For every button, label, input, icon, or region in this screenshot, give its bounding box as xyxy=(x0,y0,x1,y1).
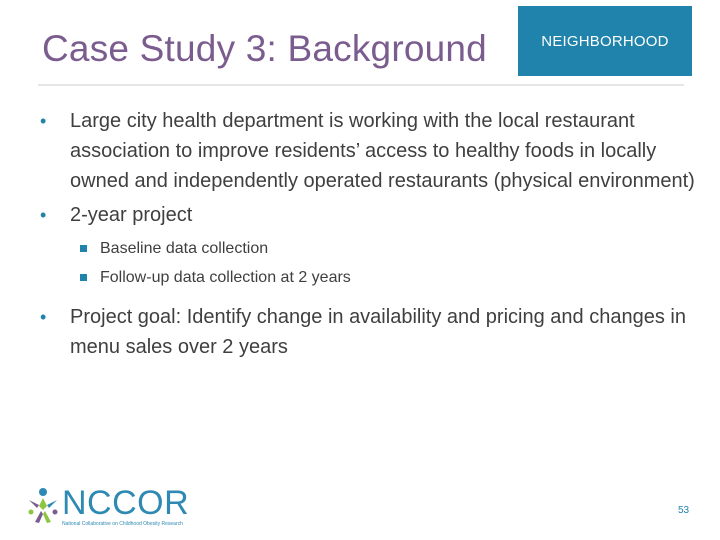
logo-wordmark: NCCOR xyxy=(62,484,190,522)
bullet-text: Project goal: Identify change in availability and pricing and changes in menu sales over 2 years xyxy=(70,306,686,358)
people-figure-icon xyxy=(26,486,60,528)
bullet-text: 2-year project xyxy=(70,204,193,226)
bullet-dot-icon: • xyxy=(40,111,47,131)
square-bullet-icon xyxy=(80,245,87,252)
logo-tagline: National Collaborative on Childhood Obesity Research xyxy=(62,521,183,527)
bullet-text: Large city health department is working with the local restaurant association to improve residents’ access to healthy foods in locally owned and independently operated restaurants (physical environment) xyxy=(70,110,695,192)
sub-bullet-item xyxy=(78,263,696,292)
sub-bullet-list xyxy=(78,234,696,292)
bullet-dot-icon: • xyxy=(40,205,47,225)
bullet-item xyxy=(36,302,696,362)
nccor-logo xyxy=(26,486,189,528)
slide-title: Case Study 3: Background xyxy=(42,28,487,69)
bullet-item xyxy=(36,106,696,196)
sub-bullet-item xyxy=(78,234,696,263)
sub-bullet-text: Follow-up data collection at 2 years xyxy=(100,269,351,286)
bullet-dot-icon: • xyxy=(40,307,47,327)
bullet-item xyxy=(36,200,696,230)
slide-body xyxy=(36,106,696,366)
square-bullet-icon xyxy=(80,274,87,281)
logo-text-block xyxy=(62,486,189,527)
title-divider xyxy=(38,84,684,86)
section-badge: NEIGHBORHOOD xyxy=(518,6,692,76)
page-number: 53 xyxy=(678,505,690,516)
sub-bullet-text: Baseline data collection xyxy=(100,240,269,257)
